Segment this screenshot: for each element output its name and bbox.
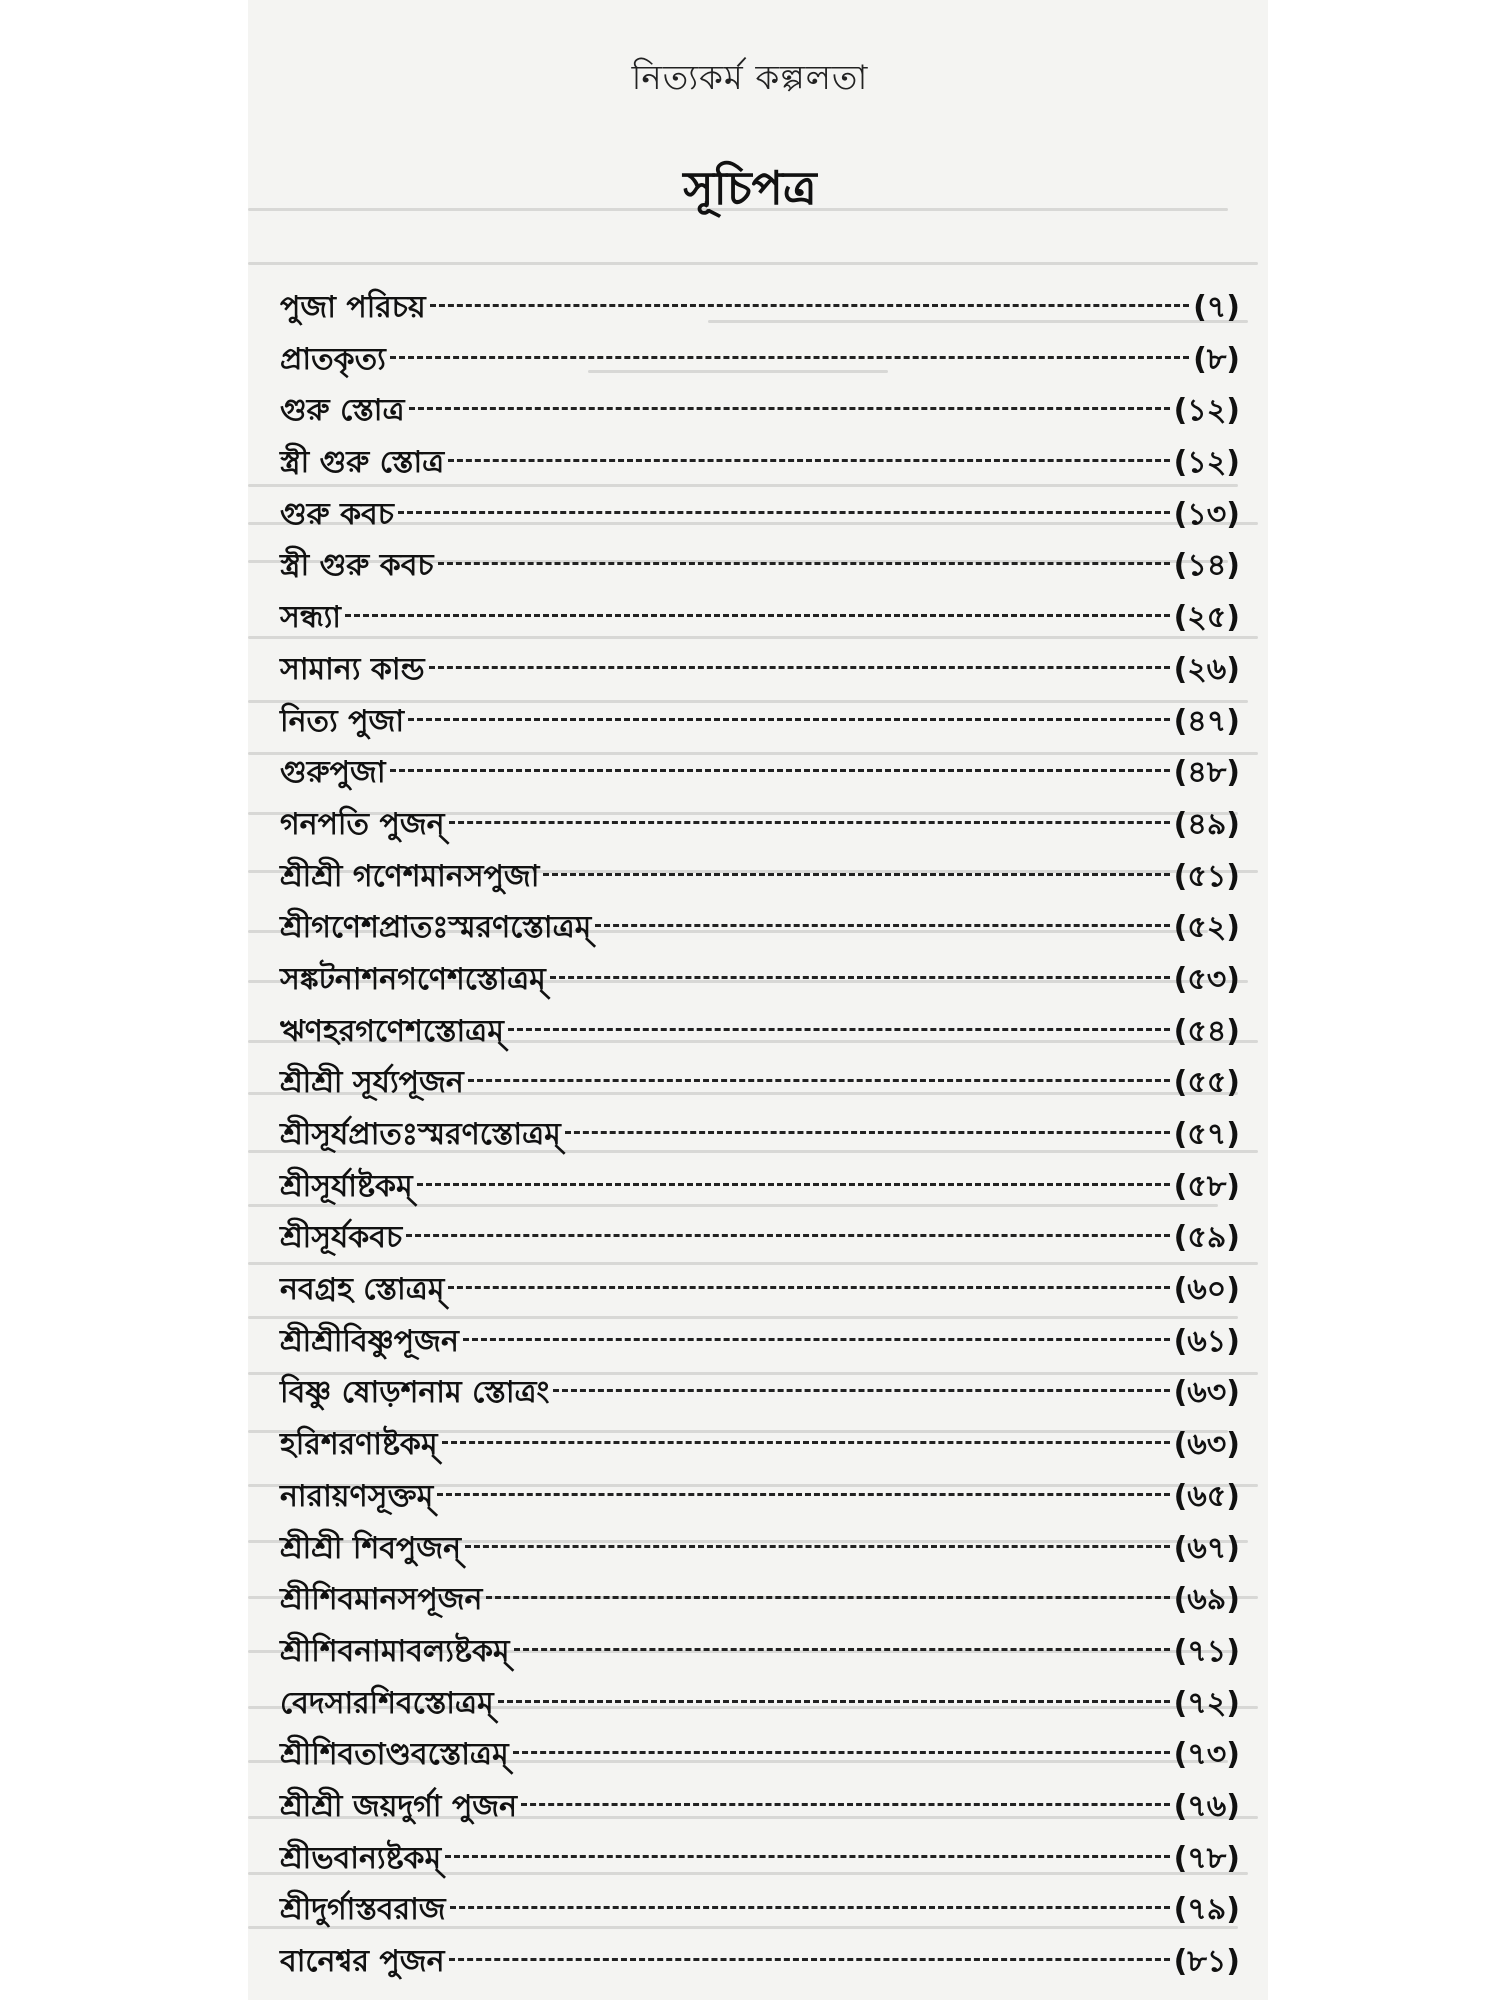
toc-entry-title: সন্ধ্যা	[280, 600, 341, 636]
toc-leader	[463, 1338, 1170, 1341]
toc-entry	[280, 1729, 1240, 1781]
toc-leader	[429, 666, 1170, 669]
toc-leader	[437, 1493, 1169, 1496]
toc-entry	[280, 1367, 1240, 1419]
toc-entry-page: (২৫)	[1173, 600, 1240, 636]
toc-leader	[448, 459, 1169, 462]
toc-entry-title: হরিশরণাষ্টকম্	[280, 1427, 438, 1463]
toc-entry	[280, 1781, 1240, 1833]
toc-entry-title: শ্রীসূর্যপ্রাতঃস্মরণস্তোত্রম্	[280, 1117, 561, 1152]
toc-entry	[280, 1678, 1240, 1730]
toc-entry-title: শ্রীসূর্যকবচ	[280, 1220, 403, 1256]
toc-entry	[280, 1264, 1240, 1316]
toc-entry-title: শ্রীশ্রী শিবপুজন্	[280, 1530, 462, 1566]
toc-entry-page: (৫৫)	[1173, 1065, 1240, 1101]
toc-entry-title: বানেশ্বর পুজন	[280, 1944, 445, 1979]
toc-leader	[498, 1700, 1170, 1703]
toc-entry-page: (৫২)	[1173, 910, 1240, 946]
toc-entry	[280, 1161, 1240, 1213]
toc-entry-page: (৭৩)	[1173, 1737, 1240, 1773]
toc-entry	[280, 1471, 1240, 1523]
toc-entry-title: গুরুপুজা	[280, 755, 386, 791]
toc-entry-title: বেদসারশিবস্তোত্রম্	[280, 1685, 494, 1721]
toc-entry	[280, 644, 1240, 696]
toc-entry	[280, 1936, 1240, 1988]
toc-leader	[442, 1441, 1170, 1444]
toc-entry-title: স্ত্রী গুরু কবচ	[280, 548, 434, 584]
toc-entry-title: শ্রীদুর্গাস্তবরাজ	[280, 1892, 446, 1928]
toc-leader	[417, 1183, 1170, 1186]
toc-entry	[280, 799, 1240, 851]
toc-entry-page: (১২)	[1173, 393, 1240, 429]
toc-leader	[543, 873, 1169, 876]
toc-entry-page: (৬৯)	[1173, 1582, 1240, 1618]
toc-entry-title: শ্রীশিবনামাবল্যষ্টকম্	[280, 1633, 510, 1669]
toc-entry	[280, 334, 1240, 386]
toc-entry-title: নিত্য পুজা	[280, 703, 405, 739]
toc-entry	[280, 851, 1240, 903]
toc-entry	[280, 1574, 1240, 1626]
toc-entry-page: (২৬)	[1173, 651, 1240, 687]
toc-entry	[280, 902, 1240, 954]
toc-entry-title: সামান্য কান্ড	[280, 651, 425, 687]
toc-entry	[280, 747, 1240, 799]
toc-entry-page: (৮১)	[1173, 1944, 1240, 1979]
toc-entry	[280, 540, 1240, 592]
toc-entry-page: (৭)	[1193, 290, 1240, 325]
toc-entry-page: (৬০)	[1173, 1272, 1240, 1308]
toc-entry-page: (৬৫)	[1173, 1478, 1240, 1514]
toc-entry-page: (৭২)	[1173, 1685, 1240, 1721]
toc-leader	[449, 821, 1170, 824]
toc-leader	[514, 1648, 1170, 1651]
toc-entry-page: (৭৮)	[1173, 1840, 1240, 1876]
toc-entry-title: শ্রীগণেশপ্রাতঃস্মরণস্তোত্রম্	[280, 910, 592, 946]
toc-leader	[398, 511, 1170, 514]
toc-entry-title: শ্রীশিবমানসপূজন	[280, 1582, 483, 1618]
toc-entry-page: (৫৪)	[1173, 1013, 1240, 1049]
toc-entry-page: (১২)	[1173, 445, 1240, 481]
running-head: নিত্যকর্ম কল্পলতা	[631, 58, 869, 98]
toc-entry-page: (১৪)	[1173, 548, 1240, 584]
toc-leader	[450, 1906, 1170, 1909]
toc-entry	[280, 1006, 1240, 1058]
toc-leader	[553, 1389, 1169, 1392]
toc-entry-title: স্ত্রী গুরু স্তোত্র	[280, 445, 445, 481]
toc-entry-title: শ্রীশিবতাণ্ডবস্তোত্রম্	[280, 1737, 509, 1773]
toc-leader	[430, 304, 1189, 307]
toc-entry-title: পুজা পরিচয়	[280, 290, 426, 325]
toc-leader	[565, 1131, 1170, 1134]
toc-entry-page: (৫৮)	[1173, 1168, 1240, 1204]
toc-entry	[280, 282, 1240, 334]
toc-leader	[468, 1079, 1170, 1082]
toc-entry-page: (৫১)	[1173, 858, 1240, 894]
toc-entry-title: শ্রীশ্রীবিষ্ণুপূজন	[280, 1323, 459, 1359]
toc-leader	[406, 1234, 1169, 1237]
toc-entry-page: (১৩)	[1173, 496, 1240, 532]
toc-entry-page: (৬৩)	[1173, 1375, 1240, 1411]
toc-entry	[280, 1109, 1240, 1161]
toc-leader	[390, 356, 1189, 359]
toc-entry-title: নবগ্রহ স্তোত্রম্	[280, 1272, 445, 1308]
toc-entry-title: সঙ্কটনাশনগণেশস্তোত্রম্	[280, 961, 546, 997]
toc-entry	[280, 954, 1240, 1006]
toc-leader	[449, 1958, 1170, 1961]
toc-entry	[280, 1833, 1240, 1885]
toc-entry	[280, 1884, 1240, 1936]
toc-entry-page: (৭১)	[1173, 1633, 1240, 1669]
toc-entry-page: (৭৬)	[1173, 1788, 1240, 1824]
toc-entry	[280, 1316, 1240, 1368]
toc-leader	[445, 1855, 1169, 1858]
toc-entry	[280, 696, 1240, 748]
toc-entry-page: (৫৯)	[1173, 1220, 1240, 1256]
toc-entry	[280, 385, 1240, 437]
toc-entry-page: (৮)	[1193, 341, 1240, 377]
toc-entry-page: (৪৭)	[1173, 703, 1240, 739]
table-of-contents	[280, 282, 1240, 1988]
toc-leader	[550, 976, 1170, 979]
toc-entry-title: গুরু কবচ	[280, 496, 394, 532]
toc-entry-title: নারায়ণসূক্তম্	[280, 1478, 434, 1514]
toc-leader	[465, 1545, 1170, 1548]
toc-entry	[280, 1523, 1240, 1575]
toc-entry-title: শ্রীশ্রী সূর্য্যপূজন	[280, 1065, 464, 1101]
toc-leader	[521, 1803, 1170, 1806]
toc-entry-page: (৫৩)	[1173, 961, 1240, 997]
toc-leader	[486, 1596, 1169, 1599]
toc-leader	[409, 407, 1170, 410]
toc-entry-page: (৪৮)	[1173, 755, 1240, 791]
toc-entry-title: গনপতি পুজন্	[280, 806, 445, 842]
toc-leader	[595, 924, 1169, 927]
toc-entry-page: (৫৭)	[1173, 1117, 1240, 1152]
toc-entry-title: শ্রীশ্রী গণেশমানসপুজা	[280, 858, 540, 894]
toc-entry	[280, 1212, 1240, 1264]
toc-entry-title: প্রাতকৃত্য	[280, 341, 386, 377]
toc-leader	[448, 1286, 1169, 1289]
toc-entry	[280, 1626, 1240, 1678]
toc-entry	[280, 1419, 1240, 1471]
toc-leader	[345, 614, 1170, 617]
toc-entry	[280, 592, 1240, 644]
page-title: সূচিপত্র	[683, 161, 817, 215]
toc-leader	[390, 769, 1170, 772]
toc-leader	[513, 1751, 1170, 1754]
toc-entry-title: শ্রীভবান্যষ্টকম্	[280, 1840, 442, 1876]
toc-entry-title: গুরু স্তোত্র	[280, 393, 405, 429]
toc-entry-page: (৪৯)	[1173, 806, 1240, 842]
toc-entry-page: (৬১)	[1173, 1323, 1240, 1359]
toc-entry-title: শ্রীসূর্যাষ্টকম্	[280, 1168, 413, 1204]
toc-entry	[280, 1057, 1240, 1109]
toc-entry-title: ঋণহরগণেশস্তোত্রম্	[280, 1013, 504, 1049]
toc-entry	[280, 489, 1240, 541]
toc-entry-page: (৭৯)	[1173, 1892, 1240, 1928]
toc-entry-page: (৬৭)	[1173, 1530, 1240, 1566]
toc-leader	[408, 718, 1170, 721]
toc-leader	[438, 562, 1170, 565]
toc-entry	[280, 437, 1240, 489]
toc-entry-title: বিষ্ণু ষোড়শনাম স্তোত্রং	[280, 1375, 550, 1411]
toc-entry-title: শ্রীশ্রী জয়দুর্গা পুজন	[280, 1788, 518, 1824]
toc-entry-page: (৬৩)	[1173, 1427, 1240, 1463]
toc-leader	[508, 1028, 1170, 1031]
